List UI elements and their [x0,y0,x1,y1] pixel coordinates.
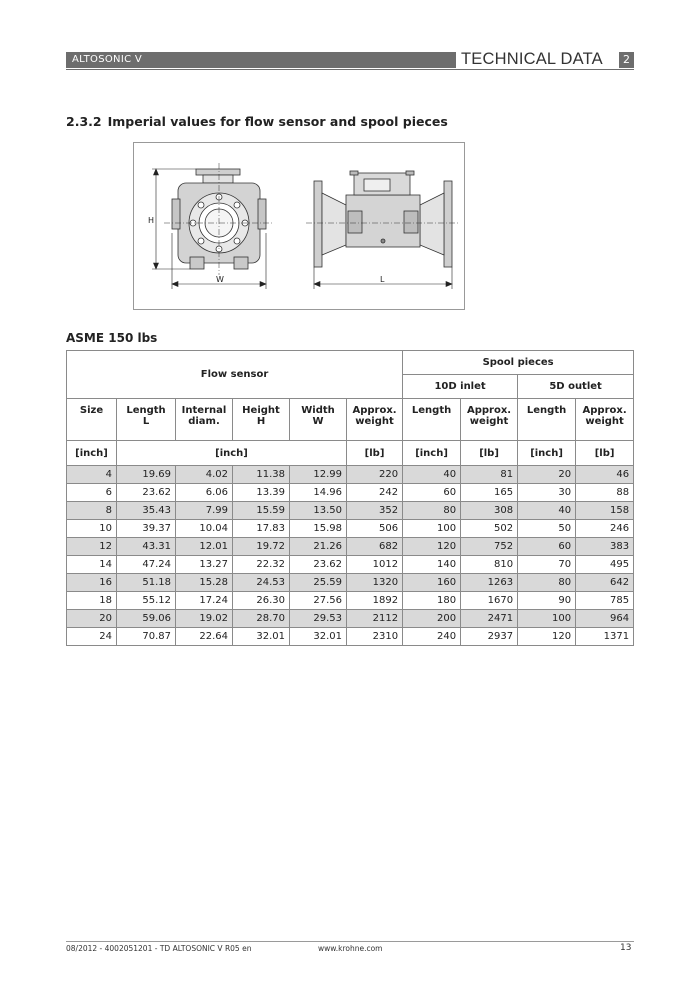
table-cell: 23.62 [290,556,347,574]
table-cell: 24 [67,628,117,646]
table-row [67,574,634,592]
label-w: W [216,275,224,284]
table-cell: 810 [461,556,518,574]
table-cell: 308 [461,502,518,520]
side-view [314,171,452,267]
flow-sensor-drawing [134,143,464,309]
table-cell: 20 [67,610,117,628]
table-cell: 6.06 [176,484,233,502]
unit-weight: [lb] [347,441,403,466]
label-l: L [380,275,385,284]
table-cell: 160 [403,574,461,592]
table-cell: 352 [347,502,403,520]
table-cell: 17.83 [233,520,290,538]
table-row [67,538,634,556]
table-cell: 100 [403,520,461,538]
table-cell: 200 [403,610,461,628]
table-cell: 59.06 [117,610,176,628]
table-cell: 4 [67,466,117,484]
table-cell: 70.87 [117,628,176,646]
table-cell: 23.62 [117,484,176,502]
table-cell: 17.24 [176,592,233,610]
table-row [67,556,634,574]
table-cell: 32.01 [290,628,347,646]
table-row [67,520,634,538]
unit-5d-weight: [lb] [576,441,634,466]
table-cell: 4.02 [176,466,233,484]
col-width-w: Width W [290,399,347,441]
table-cell: 1892 [347,592,403,610]
website-link[interactable]: www.krohne.com [318,944,383,953]
table-cell: 51.18 [117,574,176,592]
col-height-h: Height H [233,399,290,441]
table-cell: 60 [403,484,461,502]
col-length-l: Length L [117,399,176,441]
chapter-number: 2 [619,52,634,68]
table-row [67,484,634,502]
table-cell: 2937 [461,628,518,646]
table-cell: 30 [518,484,576,502]
table-cell: 13.27 [176,556,233,574]
table-cell: 19.69 [117,466,176,484]
page-number: 13 [620,943,632,953]
table-cell: 29.53 [290,610,347,628]
table-cell: 24.53 [233,574,290,592]
table-cell: 502 [461,520,518,538]
subgroup-5d-outlet: 5D outlet [518,375,634,399]
table-cell: 165 [461,484,518,502]
table-cell: 22.64 [176,628,233,646]
table-cell: 50 [518,520,576,538]
table-cell: 19.72 [233,538,290,556]
table-cell: 246 [576,520,634,538]
table-cell: 220 [347,466,403,484]
dimensions-table [66,350,634,646]
table-cell: 752 [461,538,518,556]
table-row [67,502,634,520]
unit-10d-length: [inch] [403,441,461,466]
table-cell: 12.99 [290,466,347,484]
table-cell: 242 [347,484,403,502]
col-10d-weight: Approx. weight [461,399,518,441]
table-cell: 80 [403,502,461,520]
table-cell: 19.02 [176,610,233,628]
table-cell: 7.99 [176,502,233,520]
table-cell: 55.12 [117,592,176,610]
table-cell: 6 [67,484,117,502]
document-reference: 08/2012 - 4002051201 - TD ALTOSONIC V R05 en [66,944,252,953]
col-10d-length: Length [403,399,461,441]
table-cell: 120 [403,538,461,556]
table-cell: 70 [518,556,576,574]
table-cell: 2471 [461,610,518,628]
col-5d-length: Length [518,399,576,441]
table-cell: 20 [518,466,576,484]
table-cell: 26.30 [233,592,290,610]
table-cell: 100 [518,610,576,628]
dimension-drawing [133,142,465,310]
section-title-text: Imperial values for flow sensor and spool pieces [107,114,448,129]
table-cell: 90 [518,592,576,610]
table-cell: 383 [576,538,634,556]
table-row [67,628,634,646]
table-cell: 158 [576,502,634,520]
col-5d-weight: Approx. weight [576,399,634,441]
table-cell: 8 [67,502,117,520]
table-cell: 13.50 [290,502,347,520]
table-cell: 10 [67,520,117,538]
table-cell: 35.43 [117,502,176,520]
table-title: ASME 150 lbs [66,331,158,345]
col-internal-diam: Internal diam. [176,399,233,441]
table-cell: 964 [576,610,634,628]
table-cell: 682 [347,538,403,556]
section-number: 2.3.2 [66,114,102,129]
table-cell: 47.24 [117,556,176,574]
table-cell: 46 [576,466,634,484]
unit-dimensions: [inch] [117,441,347,466]
page-header [66,52,634,68]
table-cell: 120 [518,628,576,646]
subgroup-10d-inlet: 10D inlet [403,375,518,399]
table-cell: 495 [576,556,634,574]
table-cell: 12.01 [176,538,233,556]
table-cell: 28.70 [233,610,290,628]
table-row [67,592,634,610]
table-cell: 785 [576,592,634,610]
group-spool-pieces: Spool pieces [403,351,634,375]
table-cell: 15.98 [290,520,347,538]
table-cell: 642 [576,574,634,592]
table-cell: 11.38 [233,466,290,484]
section-title [66,114,448,129]
product-name: ALTOSONIC V [66,52,456,68]
table-cell: 2310 [347,628,403,646]
table-cell: 1320 [347,574,403,592]
table-cell: 22.32 [233,556,290,574]
table-cell: 15.28 [176,574,233,592]
table-cell: 15.59 [233,502,290,520]
table-cell: 506 [347,520,403,538]
table-cell: 39.37 [117,520,176,538]
table-cell: 1371 [576,628,634,646]
table-cell: 12 [67,538,117,556]
table-cell: 1670 [461,592,518,610]
table-cell: 1263 [461,574,518,592]
col-size: Size [67,399,117,441]
header-divider [66,69,634,70]
table-cell: 13.39 [233,484,290,502]
table-cell: 10.04 [176,520,233,538]
table-cell: 25.59 [290,574,347,592]
table-cell: 60 [518,538,576,556]
table-cell: 40 [518,502,576,520]
table-cell: 1012 [347,556,403,574]
table-cell: 240 [403,628,461,646]
table-cell: 88 [576,484,634,502]
section-heading: TECHNICAL DATA [461,50,603,68]
table-cell: 32.01 [233,628,290,646]
table-body [67,466,634,646]
label-h: H [148,216,155,225]
table-cell: 14 [67,556,117,574]
table-cell: 43.31 [117,538,176,556]
table-row [67,610,634,628]
table-cell: 2112 [347,610,403,628]
group-flow-sensor: Flow sensor [67,351,403,399]
table-row [67,466,634,484]
table-cell: 27.56 [290,592,347,610]
table-cell: 16 [67,574,117,592]
unit-5d-length: [inch] [518,441,576,466]
table-cell: 80 [518,574,576,592]
table-cell: 81 [461,466,518,484]
table-cell: 40 [403,466,461,484]
table-cell: 180 [403,592,461,610]
table-cell: 14.96 [290,484,347,502]
unit-size: [inch] [67,441,117,466]
unit-10d-weight: [lb] [461,441,518,466]
table-cell: 18 [67,592,117,610]
col-approx-weight: Approx. weight [347,399,403,441]
table-cell: 21.26 [290,538,347,556]
table-cell: 140 [403,556,461,574]
footer-divider [66,941,634,942]
